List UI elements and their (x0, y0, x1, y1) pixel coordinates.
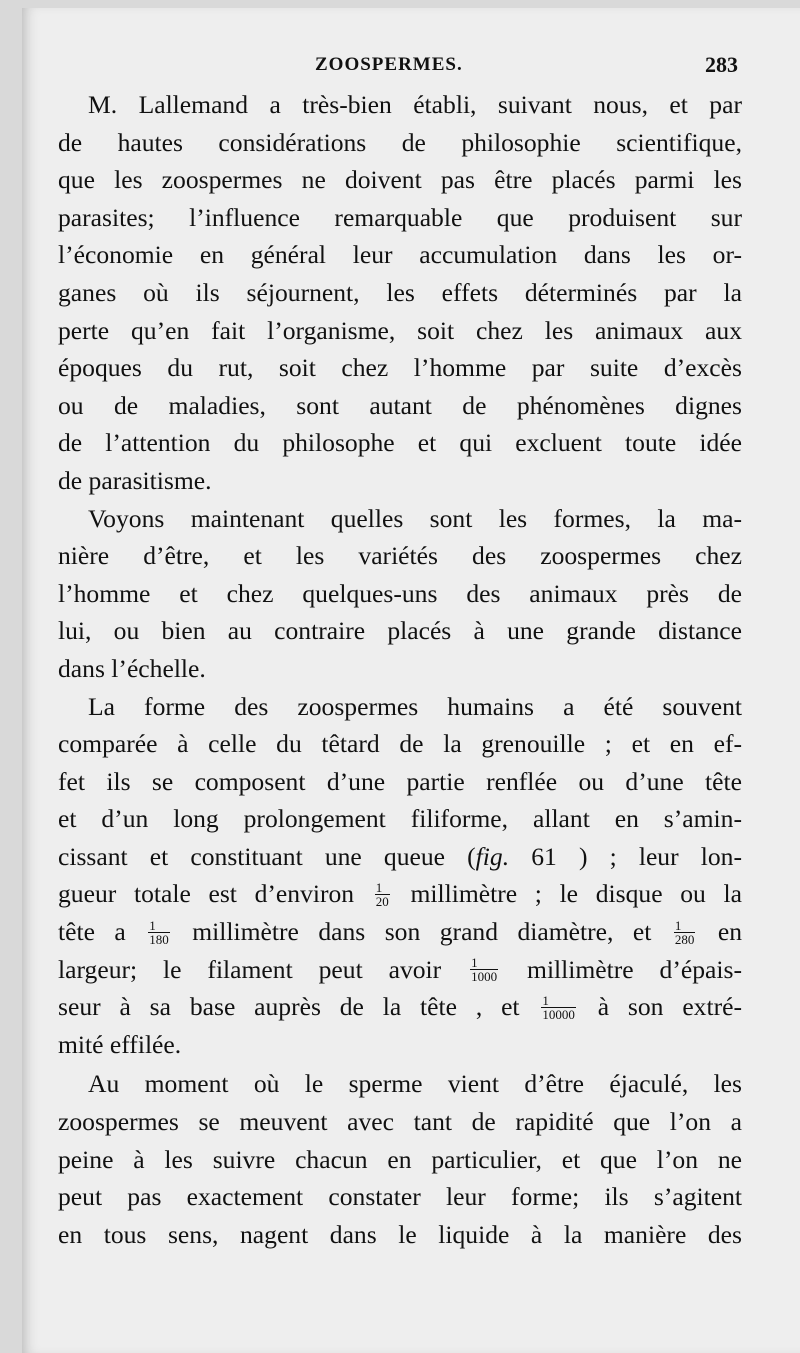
fraction-numerator: 1 (674, 919, 696, 933)
fraction-numerator: 1 (470, 956, 498, 970)
line-part: gueur totale est d’environ (58, 879, 355, 909)
text-line: de parasitisme. (58, 465, 212, 495)
fraction (148, 919, 170, 946)
text-line: et d’un long prolongement filiforme, allant en s’amin- (58, 804, 742, 834)
line-part: millimètre dans son grand diamètre, et (192, 917, 652, 947)
text-line: dans l’échelle. (58, 653, 206, 683)
fraction-denominator: 180 (149, 931, 169, 947)
fraction-denominator: 280 (674, 931, 695, 947)
text-line: perte qu’en fait l’organisme, soit chez les animaux aux (58, 315, 742, 345)
paragraph-2 (58, 500, 742, 688)
line-part: largeur; le filament peut avoir (58, 954, 442, 984)
line-part: en (717, 917, 743, 947)
book-page (22, 8, 800, 1353)
line-part: millimètre ; le disque ou la (410, 879, 742, 909)
text-line: parasites; l’influence remarquable que produisent sur (58, 202, 742, 232)
text-line-fraction (58, 913, 742, 951)
line-part: à son extré- (597, 992, 742, 1022)
text-line: époques du rut, soit chez l’homme par suite d’excès (58, 353, 742, 383)
text-line: que les zoospermes ne doivent pas être placés parmi les (58, 165, 742, 195)
fraction-denominator: 1000 (471, 969, 498, 985)
paragraph-1 (58, 86, 742, 500)
text-line: La forme des zoospermes humains a été souvent (88, 691, 742, 721)
line-part: 61 ) ; leur lon- (509, 841, 742, 871)
fraction (541, 994, 576, 1021)
text-line: de l’attention du philosophe et qui excluent toute idée (58, 428, 742, 458)
text-line: comparée à celle du têtard de la grenouille ; et en ef- (58, 729, 742, 759)
running-title: ZOOSPERMES. (315, 54, 463, 75)
line-part: millimètre d’épais- (527, 954, 742, 984)
paragraph-3 (58, 688, 742, 1064)
text-line: mité effilée. (58, 1029, 182, 1059)
text-line: ou de maladies, sont autant de phénomènes dignes (58, 390, 742, 420)
text-line: M. Lallemand a très-bien établi, suivant nous, et par (88, 90, 742, 119)
figure-reference: fig. (475, 841, 510, 871)
line-part: tête a (58, 917, 126, 947)
body-text (58, 86, 742, 1253)
text-line: l’homme et chez quelques-uns des animaux près de (58, 578, 742, 608)
page-number: 283 (705, 52, 738, 77)
text-line-fraction (58, 951, 742, 989)
running-header (22, 54, 800, 78)
fraction-denominator: 10000 (542, 1006, 575, 1022)
text-line: en tous sens, nagent dans le liquide à la manière des (58, 1219, 742, 1249)
text-line: zoospermes se meuvent avec tant de rapidité que l’on a (58, 1107, 742, 1137)
text-line: l’économie en général leur accumulation dans les or- (58, 240, 742, 270)
fraction-numerator: 1 (148, 919, 170, 933)
text-line-fraction (58, 875, 742, 913)
text-line: peut pas exactement constater leur forme; ils s’agitent (58, 1182, 742, 1212)
text-line-fig-ref (58, 838, 742, 876)
line-part: seur à sa base auprès de la tête , et (58, 992, 520, 1022)
fraction (674, 919, 696, 946)
text-line-fraction (58, 988, 742, 1026)
fraction-denominator: 20 (375, 894, 389, 910)
paragraph-4 (58, 1065, 742, 1253)
text-line: fet ils se composent d’une partie renflée ou d’une tête (58, 766, 742, 796)
line-part: cissant et constituant une queue ( (58, 841, 476, 871)
text-line: Voyons maintenant quelles sont les formes, la ma- (88, 503, 742, 533)
fraction (375, 881, 390, 908)
text-line: nière d’être, et les variétés des zoospermes chez (58, 541, 742, 571)
text-line: peine à les suivre chacun en particulier, et que l’on ne (58, 1144, 742, 1174)
fraction (470, 956, 498, 983)
fraction-numerator: 1 (375, 881, 390, 895)
text-line: lui, ou bien au contraire placés à une grande distance (58, 616, 742, 646)
text-line: ganes où ils séjournent, les effets déterminés par la (58, 277, 742, 307)
text-line: de hautes considérations de philosophie scientifique, (58, 127, 742, 157)
fraction-numerator: 1 (541, 994, 576, 1008)
text-line: Au moment où le sperme vient d’être éjaculé, les (88, 1069, 742, 1099)
